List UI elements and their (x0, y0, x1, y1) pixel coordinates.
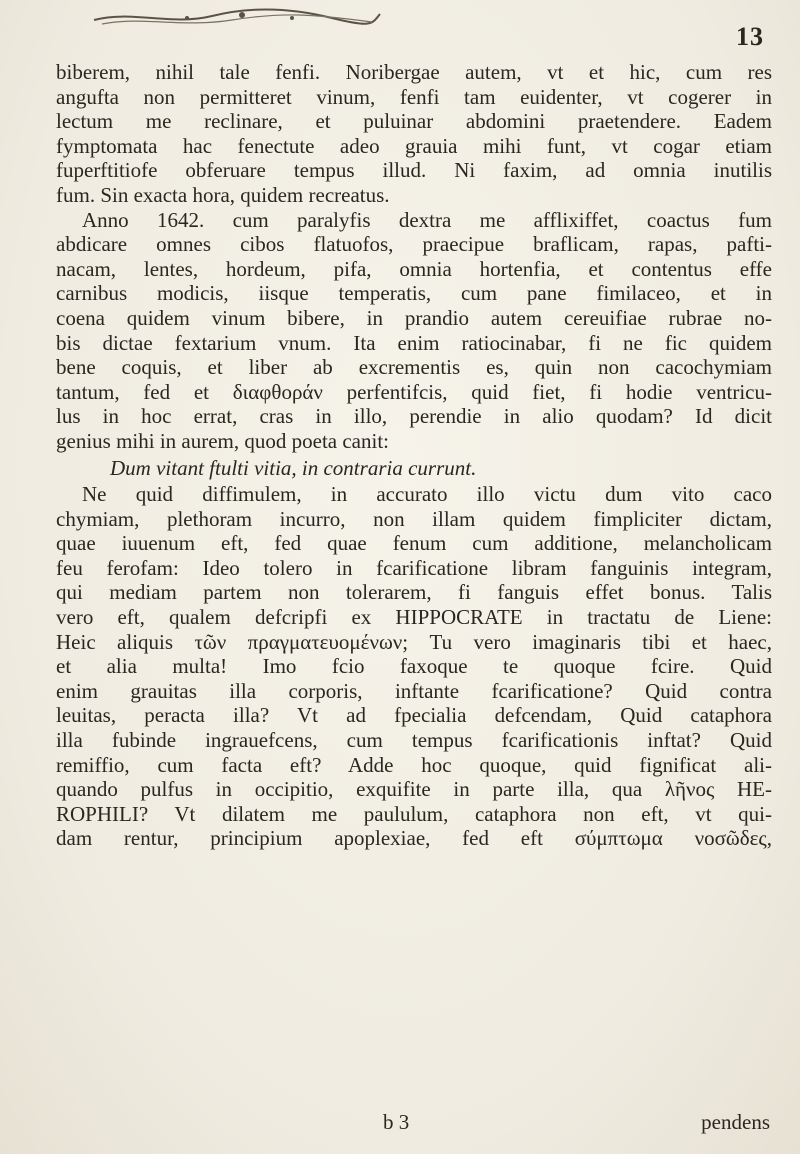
text-line: Heic aliquis τῶν πραγματευομένων; Tu vero imaginaris tibi et haec, (56, 629, 772, 654)
text-line: Anno 1642. cum paralyfis dextra me afflixiffet, coactus fum (82, 207, 772, 232)
text-line: biberem, nihil tale fenfi. Noribergae autem, vt et hic, cum res (56, 60, 772, 84)
text-line: enim grauitas illa corporis, inftante fcarificatione? Quid contra (56, 678, 772, 703)
text-line: lus in hoc errat, cras in illo, perendie in alio quodam? Id dicit (56, 404, 772, 429)
text-line: carnibus modicis, iisque temperatis, cum pane fimilaceo, et in (56, 281, 772, 306)
page-number: 13 (736, 22, 764, 51)
text-line: fymptomata hac fenectute adeo grauia mihi funt, vt cogar etiam (56, 133, 772, 158)
text-line: feu ferofam: Ideo tolero in fcarificatione libram fanguinis integram, (56, 555, 772, 580)
text-line: leuitas, peracta illa? Vt ad fpecialia defcendam, Quid cataphora (56, 703, 772, 728)
text-line: nacam, lentes, hordeum, pifa, omnia hortenfia, et contentus effe (56, 256, 772, 281)
text-line: lectum me reclinare, et puluinar abdomini praetendere. Eadem (56, 109, 772, 134)
text-line: ROPHILI? Vt dilatem me paululum, cataphora non eft, vt qui- (56, 801, 772, 826)
text-line: chymiam, plethoram incurro, non illam quidem fimpliciter dictam, (56, 506, 772, 531)
text-line: quae iuuenum eft, fed quae fenum cum additione, melancholicam (56, 531, 772, 556)
text-line: tantum, fed et διαφθοράν perfentifcis, quid fiet, fi hodie ventricu- (56, 379, 772, 404)
text-line: illa fubinde ingrauefcens, cum tempus fcarificationis inftat? Quid (56, 728, 772, 753)
page-footer (56, 1110, 772, 1136)
text-line: fuperftitiofe obferuare tempus illud. Ni faxim, ad omnia inutilis (56, 158, 772, 183)
text-line: qui mediam partem non tolerarem, fi fanguis effet bonus. Talis (56, 580, 772, 605)
text-line: Ne quid diffimulem, in accurato illo victu dum vito caco (82, 482, 772, 507)
text-line: et alia multa! Imo fcio faxoque te quoque fcire. Quid (56, 654, 772, 679)
signature-mark: b 3 (383, 1110, 410, 1134)
text-line: vero eft, qualem defcripfi ex HIPPOCRATE in tractatu de Liene: (56, 605, 772, 630)
text-line: dam rentur, principium apoplexiae, fed eft σύμπτωμα νοσῶδες, (56, 826, 772, 851)
text-line: coena quidem vinum bibere, in prandio autem cereuifiae rubrae no- (56, 305, 772, 330)
text-line: abdicare omnes cibos flatuofos, praecipue braflicam, rapas, pafti- (56, 232, 772, 257)
text-line: quando pulfus in occipitio, exquifite in parte illa, qua λῆνος HE- (56, 777, 772, 802)
text-line: angufta non permitteret vinum, fenfi tam euidenter, vt cogerer in (56, 84, 772, 109)
headpiece-ornament-icon (92, 6, 382, 28)
body-text (56, 60, 772, 851)
text-line: bene coquis, et liber ab excrementis es, quin non cacochymiam (56, 355, 772, 380)
verse-quote: Dum vitant ftulti vitia, in contraria currunt. (110, 455, 477, 480)
text-line: fum. Sin exacta hora, quidem recreatus. (56, 182, 390, 207)
catchword: pendens (701, 1110, 770, 1134)
text-line: remiffio, cum facta eft? Adde hoc quoque, quid fignificat ali- (56, 752, 772, 777)
text-line: bis dictae fextarium vnum. Ita enim ratiocinabar, fi ne fic quidem (56, 330, 772, 355)
text-line: genius mihi in aurem, quod poeta canit: (56, 428, 390, 453)
